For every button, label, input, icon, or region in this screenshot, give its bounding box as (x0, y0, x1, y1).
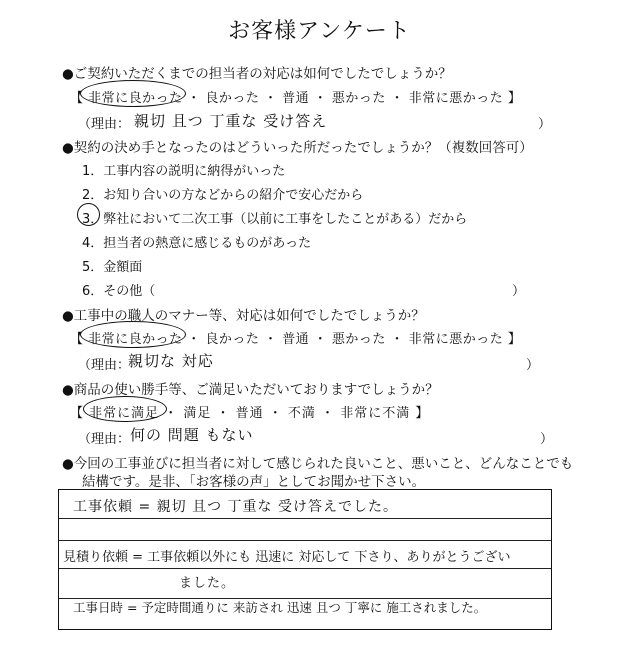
q1-question: ●ご契約いただくまでの担当者の対応は如何でしたでしょうか？ (62, 66, 452, 82)
q4-reason-label: （理由： (78, 432, 131, 447)
q5-question-line1: ●今回の工事並びに担当者に対して感じられた良いこと、悪いこと、どんなことでも (62, 456, 574, 472)
q1-reason-close: ） (538, 117, 552, 132)
q2-item-3: 3．弊社において二次工事（以前に工事をしたことがある）だから (82, 212, 468, 227)
page-title: お客様アンケート (228, 19, 411, 44)
q5-question-line2: 結構です。是非、「お客様の声」としてお聞かせ下さい。 (82, 474, 426, 490)
q3-reason-close: ） (526, 358, 540, 373)
q2-item-1: 1．工事内容の説明に納得がいった (82, 164, 286, 179)
q3-reason-label: （理由： (78, 358, 131, 373)
q4-question: ●商品の使い勝手等、ご満足いただいておりますでしょうか？ (62, 382, 439, 398)
comment-line: 見積り依頼 = 工事依頼以外にも 迅速に 対応して 下さり、ありがとうござい (63, 550, 511, 565)
q4-reason-close: ） (540, 432, 554, 447)
q1-reason-text: 親切 且つ 丁重な 受け答え (134, 112, 328, 130)
q2-other-close: ） (512, 284, 526, 299)
comment-line: ました。 (179, 576, 236, 591)
q3-options: 【 非常に良かった ・ 良かった ・ 普通 ・ 悪かった ・ 非常に悪かった 】 (70, 332, 522, 347)
q4-selected-circle (83, 396, 167, 422)
q3-selected-circle (80, 321, 186, 348)
q4-reason-text: 何の 問題 もない (130, 426, 254, 444)
q2-item-5: 5．金額面 (82, 260, 143, 275)
comment-line: 工事日時 = 予定時間通りに 来訪され 迅速 且つ 丁寧に 施工されました。 (73, 600, 487, 615)
q2-item-6: 6．その他（ (82, 284, 156, 299)
comment-line: 工事依頼 = 親切 且つ 丁重な 受け答えでした。 (73, 499, 398, 515)
comment-box (58, 489, 552, 630)
q2-selected-circle (77, 203, 100, 226)
comment-rule (59, 568, 551, 569)
q1-reason-label: （理由： (78, 117, 131, 132)
q2-question: ●契約の決め手となったのはどういった所だったでしょうか？（複数回答可） (62, 140, 533, 156)
comment-rule (59, 540, 551, 541)
q1-options: 【 非常に良かった ・ 良かった ・ 普通 ・ 悪かった ・ 非常に悪かった 】 (70, 91, 522, 106)
q4-options: 【 非常に満足 ・ 満足 ・ 普通 ・ 不満 ・ 非常に不満 】 (70, 406, 430, 421)
comment-rule (59, 518, 551, 519)
q3-question: ●工事中の職人のマナー等、対応は如何でしたでしょうか？ (62, 308, 425, 324)
q2-item-4: 4．担当者の熱意に感じるものがあった (82, 236, 312, 251)
q3-reason-text: 親切な 対応 (128, 352, 214, 370)
q1-selected-circle (80, 80, 186, 107)
q2-item-2: 2．お知り合いの方などからの紹介で安心だから (82, 188, 364, 203)
